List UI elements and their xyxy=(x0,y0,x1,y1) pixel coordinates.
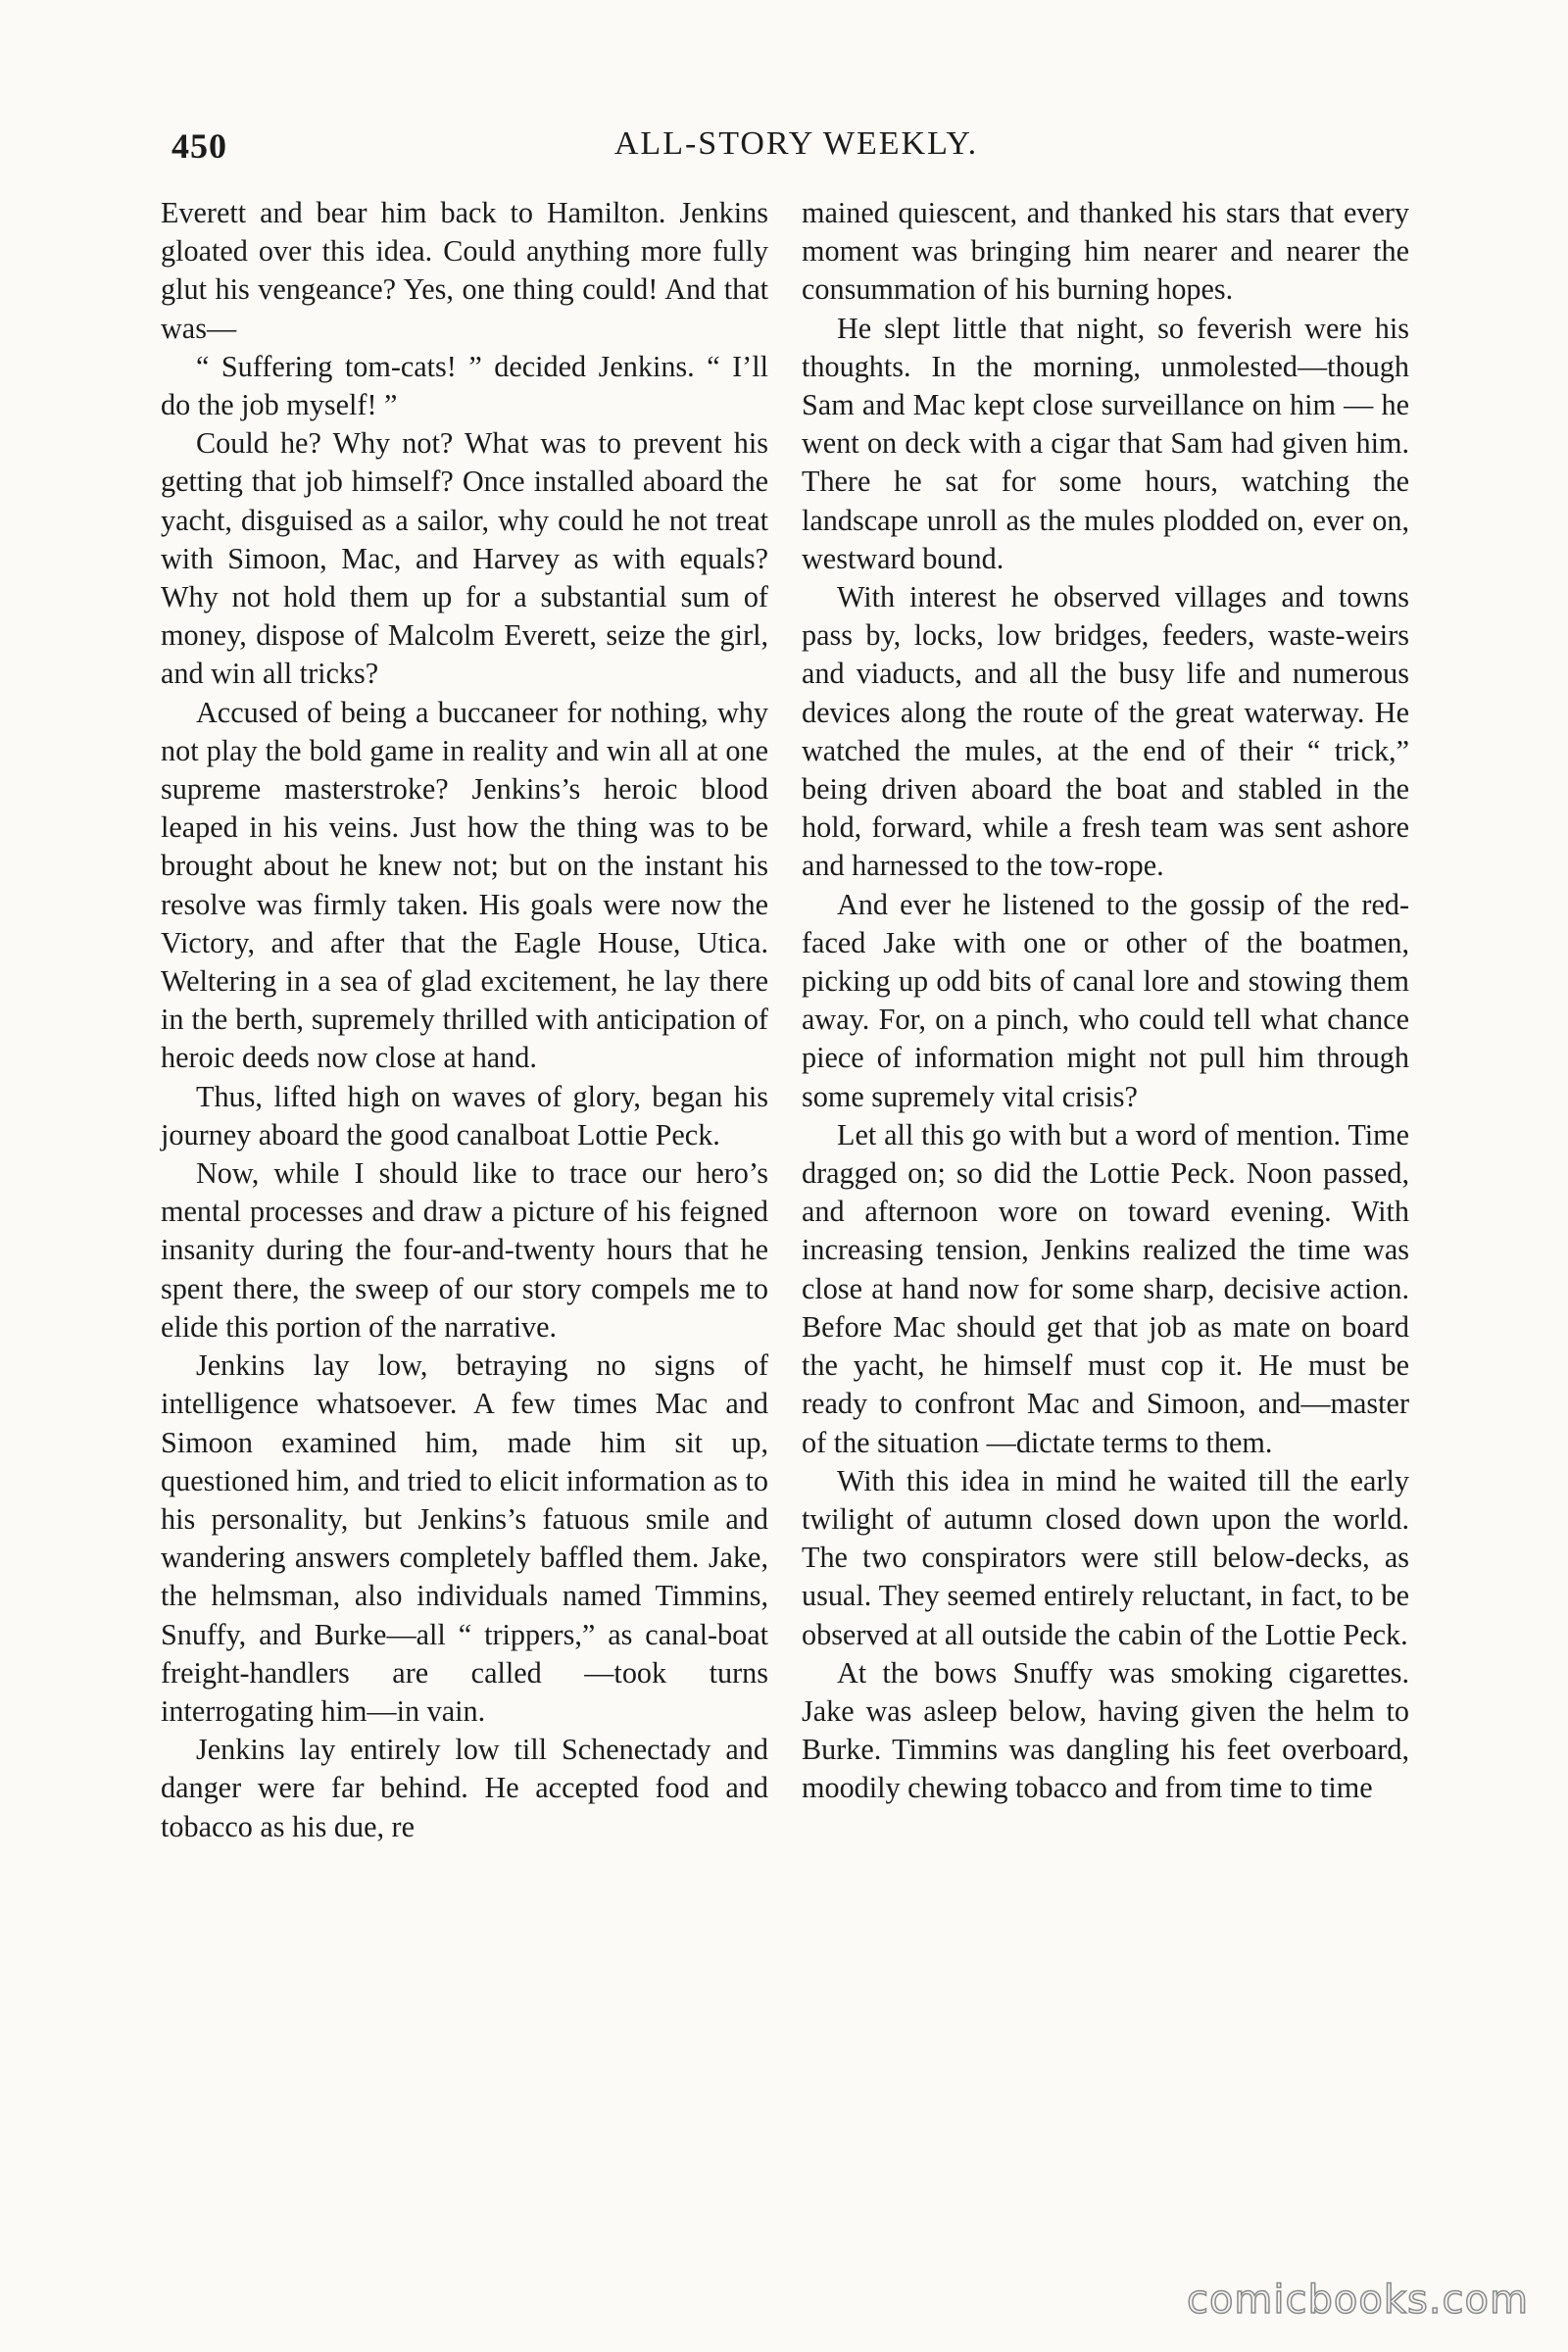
paragraph: Thus, lifted high on waves of glory, began his journey aboard the good canalboat Lottie Peck. xyxy=(161,1079,768,1152)
paragraph: Jenkins lay low, betraying no signs of intelligence whatsoever. A few times Mac and Simoon examined him, made him sit up, questioned him, and tried to elicit information as to his personality, but Jenkins’s fatuous smile and wandering answers completely baffled them. Jake, the helmsman, also individuals named Timmins, Snuffy, and Burke—all “ trippers,” as canal-boat freight-handlers are called —took turns interrogating him—in vain. xyxy=(161,1348,768,1728)
paragraph: He slept little that night, so feverish were his thoughts. In the morning, unmolested—though Sam and Mac kept close surveillance on him — he went on deck with a cigar that Sam had given him. There he sat for some hours, watching the landscape unroll as the mules plodded on, ever on, westward bound. xyxy=(802,311,1409,575)
paragraph: mained quiescent, and thanked his stars that every moment was bringing him nearer and nearer the consummation of his burning hopes. xyxy=(802,196,1409,307)
paragraph: Jenkins lay entirely low till Schenectady and danger were far behind. He accepted food and tobacco as his due, re xyxy=(161,1733,768,1843)
paragraph: With interest he observed villages and towns pass by, locks, low bridges, feeders, waste-weirs and viaducts, and all the busy life and numerous devices along the route of the great waterway. He watched the mules, at the end of their “ trick,” being driven aboard the boat and stabled in the hold, forward, while a fresh team was sent ashore and harnessed to the tow-rope. xyxy=(802,580,1409,883)
paragraph: “ Suffering tom-cats! ” decided Jenkins. “ I’ll do the job myself! ” xyxy=(161,349,768,422)
left-column xyxy=(161,194,768,1846)
right-column xyxy=(802,194,1409,1808)
paragraph: At the bows Snuffy was smoking cigarettes. Jake was asleep below, having given the helm to Burke. Timmins was dangling his feet overboard, moodily chewing tobacco and from time to time xyxy=(802,1655,1409,1805)
paragraph: And ever he listened to the gossip of the red-faced Jake with one or other of the boatmen, picking up odd bits of canal lore and stowing them away. For, on a pinch, who could tell what chance piece of information might not pull him through some supremely vital crisis? xyxy=(802,887,1409,1113)
paragraph: Let all this go with but a word of mention. Time dragged on; so did the Lottie Peck. Noon passed, and afternoon wore on toward evening. With increasing tension, Jenkins realized the time was close at hand now for some sharp, decisive action. Before Mac should get that job as mate on board the yacht, he himself must cop it. He must be ready to confront Mac and Simoon, and—master of the situation —dictate terms to them. xyxy=(802,1117,1409,1459)
paragraph: Now, while I should like to trace our hero’s mental processes and draw a picture of his feigned insanity during the four-and-twenty hours that he spent there, the sweep of our story compels me to elide this portion of the narrative. xyxy=(161,1156,768,1344)
paragraph: Accused of being a buccaneer for nothing, why not play the bold game in reality and win all at one supreme masterstroke? Jenkins’s heroic blood leaped in his veins. Just how the thing was to be brought about he knew not; but on the instant his resolve was firmly taken. His goals were now the Victory, and after that the Eagle House, Utica. Weltering in a sea of glad excitement, he lay there in the berth, supremely thrilled with anticipation of heroic deeds now close at hand. xyxy=(161,695,768,1075)
watermark: comicbooks.com xyxy=(1186,2278,1529,2323)
paragraph: With this idea in mind he waited till the early twilight of autumn closed down upon the world. The two conspirators were still below-decks, as usual. They seemed entirely reluctant, in fact, to be observed at all outside the cabin of the Lottie Peck. xyxy=(802,1463,1409,1651)
page-number: 450 xyxy=(172,126,227,166)
page-header xyxy=(172,125,1421,174)
paragraph: Everett and bear him back to Hamilton. Jenkins gloated over this idea. Could anything more fully glut his vengeance? Yes, one thing could! And that was— xyxy=(161,196,768,345)
paragraph: Could he? Why not? What was to prevent his getting that job himself? Once installed aboard the yacht, disguised as a sailor, why could he not treat with Simoon, Mac, and Harvey as with equals? Why not hold them up for a substantial sum of money, dispose of Malcolm Everett, seize the girl, and win all tricks? xyxy=(161,426,768,691)
running-title: ALL-STORY WEEKLY. xyxy=(613,125,979,162)
